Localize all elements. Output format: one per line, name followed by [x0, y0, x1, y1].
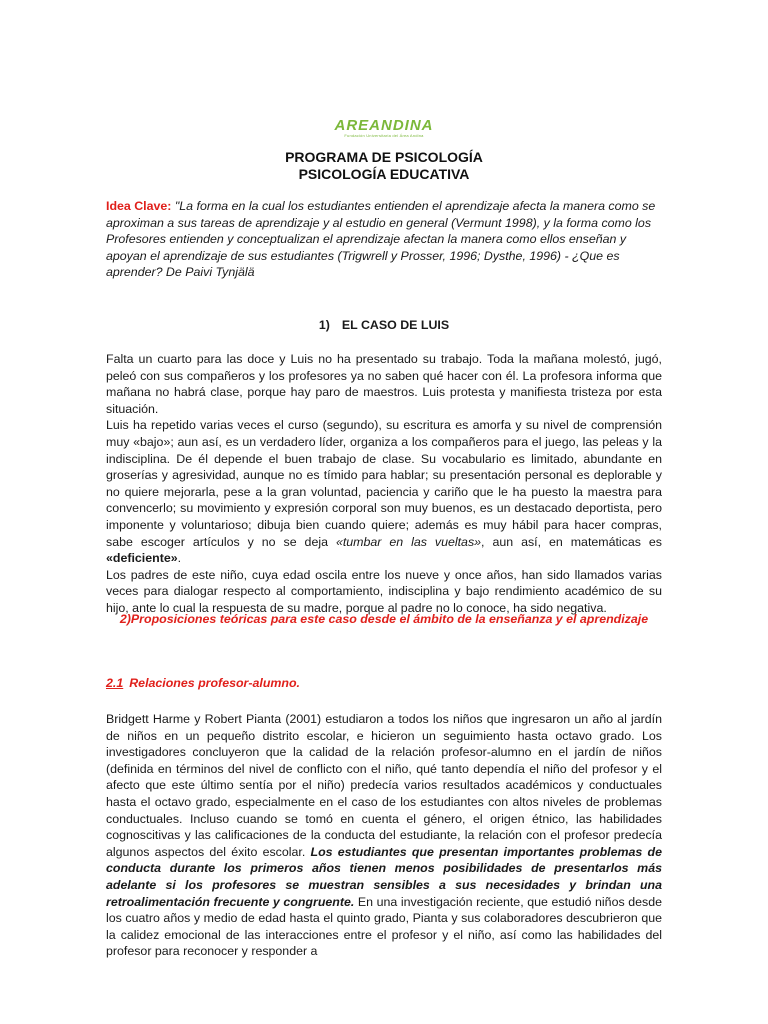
case-paragraph-2-text: Luis ha repetido varias veces el curso (segundo), su escritura es amorfa y su nivel de comprensión muy «bajo»; aun así, es un verdadero líder, organiza a los compañeros para el juego, las peleas y la indisciplina. De él depende el buen trabajo de clase. Su vocabulario es limitado, abundante en groserías y agresividad, aunque no es tímido para hablar; su presentación personal es deplorable y no quiere mejorarla, pese a la gran voluntad, paciencia y cariño que le ha puesto la maestra para convencerlo; su movimiento y expresión corporal son muy buenos, es un destacado deportista, pero imponente y voluntarioso; dibuja bien cuando quiere; además es muy hábil para hacer compras, sabe escoger artículos y no se deja — [106, 418, 662, 549]
key-idea-paragraph — [106, 198, 662, 281]
research-text-b: En una investigación reciente, que estudió niños desde los cuatro años y medio de edad hasta el quinto grado, Pianta y sus colaboradores descubrieron que la calidez emocional de las interacciones entre el profesor y el niño, así como las habilidades del profesor para reconocer y responder a — [106, 894, 662, 959]
section-2-1-number: 2.1 — [106, 676, 124, 690]
section-1-title: EL CASO DE LUIS — [341, 318, 450, 332]
research-text-a: Bridgett Harme y Robert Pianta (2001) estudiaron a todos los niños que ingresaron un año al jardín de niños en un pequeño distrito escolar, e hicieron un seguimiento hasta octavo grado. Los investigadores concluyeron que la calidad de la relación profesor-alumno en el jardín de niños (definida en términos del nivel de conflicto con el niño, qué tanto dependía el niño del profesor y el afecto que este último sentía por el niño) predecía varios resultados académicos y conductuales hasta el octavo grado, especialmente en el caso de los estudiantes con altos niveles de problemas conductuales. Incluso cuando se tomó en cuenta el género, el origen étnico, las habilidades cognoscitivas y las calificaciones de la conducta del estudiante, la relación con el profesor predecía algunos aspectos del éxito escolar. — [106, 712, 662, 859]
case-italic-phrase: «tumbar en las vueltas» — [335, 534, 482, 549]
program-title: PROGRAMA DE PSICOLOGÍA — [285, 149, 483, 165]
key-idea-label: Idea Clave: — [106, 199, 172, 213]
section-2-heading: 2)Proposiciones teóricas para este caso desde el ámbito de la enseñanza y el aprendizaje — [119, 612, 649, 626]
case-paragraph-2-end: . — [177, 551, 182, 566]
key-idea-quote: "La forma en la cual los estudiantes entienden el aprendizaje afecta la manera como se aproximan a sus tareas de aprendizaje y al estudio en general (Vermunt 1998), y la forma como los Profesores entienden y conceptualizan el aprendizaje afectan la manera como ellos enseñan y apoyan el aprendizaje de sus estudiantes (Trigwrell y Prosser, 1996; Dysthe, 1996) - ¿Que es aprender? De Paivi Tynjälä — [106, 199, 656, 280]
case-paragraph-2-text-b: , aun así, en matemáticas es — [481, 534, 663, 549]
case-text — [106, 351, 662, 617]
areandina-logo — [0, 118, 768, 138]
logo-wordmark: AREANDINA — [334, 117, 434, 134]
case-paragraph-2 — [106, 417, 662, 566]
research-bold-statement: Los estudiantes que presentan importantes problemas de conducta durante los primeros años tienen menos posibilidades de presentarlos más adelante si los profesores se muestran sensibles a sus necesidades y brindan una retroalimentación frecuente y congruente. — [106, 844, 662, 909]
course-title: PSICOLOGÍA EDUCATIVA — [298, 166, 470, 182]
section-1-number: 1) — [318, 318, 330, 332]
section-2-1-heading — [106, 676, 300, 690]
section-2-1-title: Relaciones profesor-alumno. — [129, 676, 300, 690]
research-paragraph — [106, 711, 662, 960]
case-paragraph-3: Los padres de este niño, cuya edad oscila entre los nueve y once años, han sido llamados varias veces para dialogar respecto al comportamiento, indisciplina y bajo rendimiento académico de su hijo, ante lo cual la respuesta de su madre, porque al padre no lo conoce, ha sido negativa. — [106, 567, 662, 615]
case-bold-word: «deficiente» — [106, 551, 178, 566]
case-paragraph-1: Falta un cuarto para las doce y Luis no ha presentado su trabajo. Toda la mañana molestó, jugó, peleó con sus compañeros y los profesores ya no saben qué hacer con él. La profesora informa que mañana no habrá clase, porque hay paro de maestros. Luis protesta y manifiesta tristeza por esta situación. — [106, 352, 662, 416]
logo-subtitle: Fundación Universitaria del Área Andina — [344, 133, 424, 138]
section-1-heading — [0, 318, 768, 332]
